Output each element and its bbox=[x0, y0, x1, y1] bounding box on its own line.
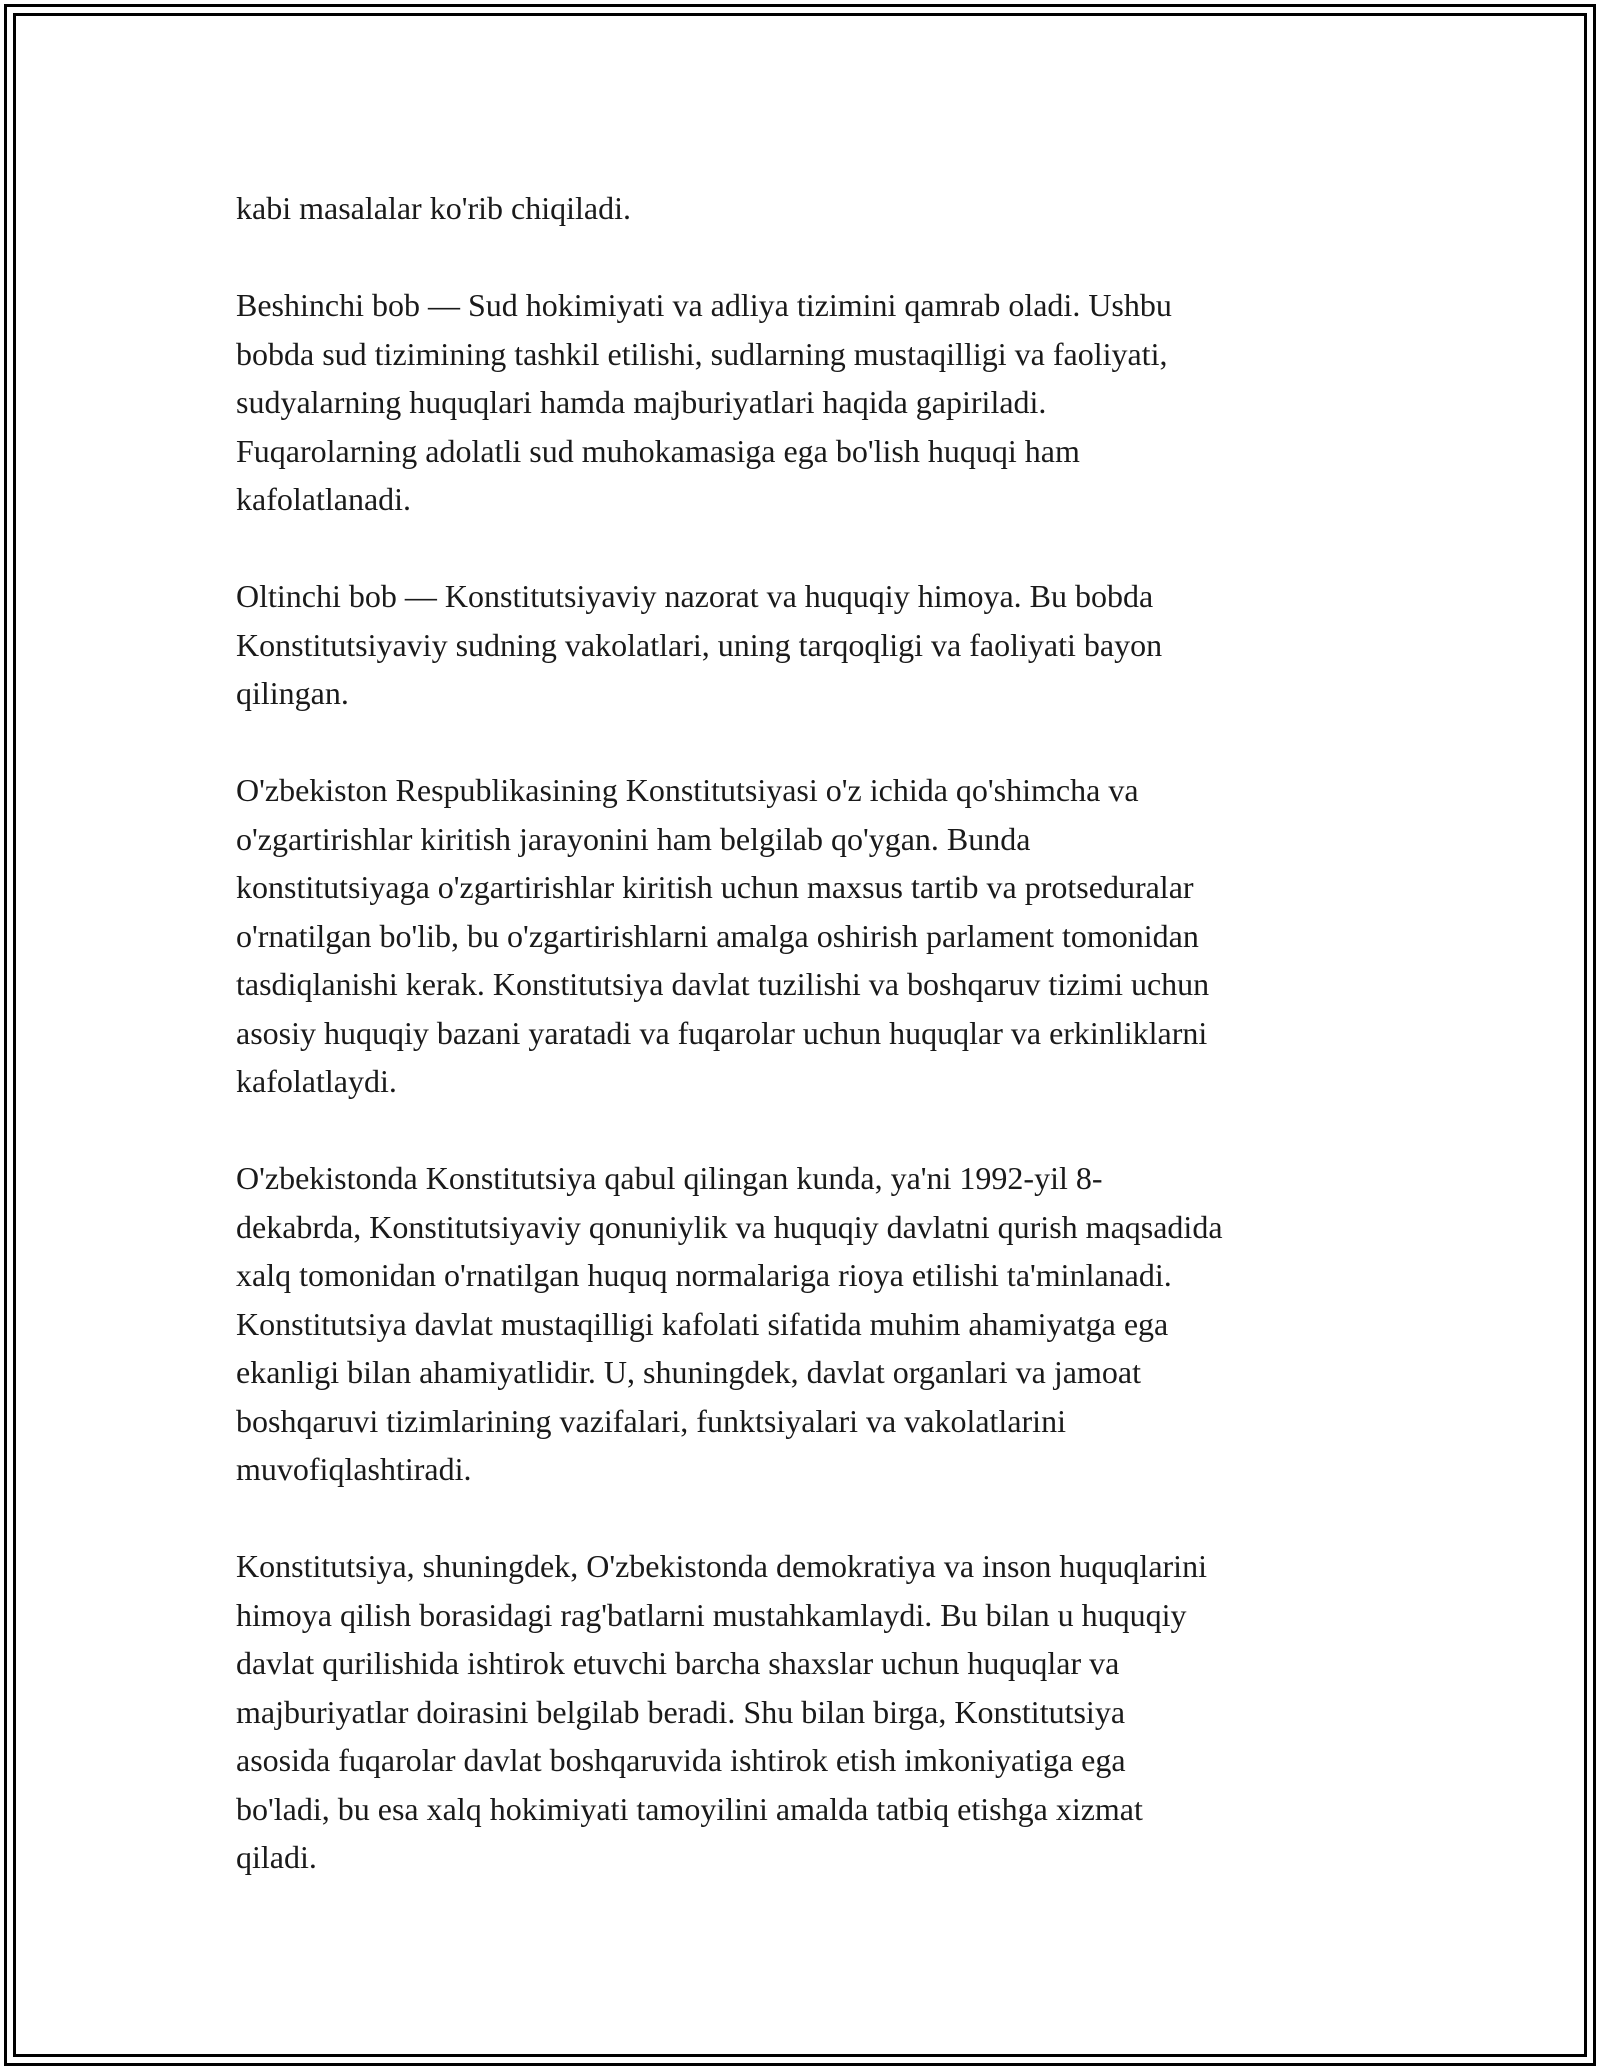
paragraph-amendments: O'zbekiston Respublikasining Konstitutsiyasi o'z ichida qo'shimcha va o'zgartirishlar kiritish jarayonini ham belgilab qo'ygan. Bunda konstitutsiyaga o'zgartirishlar kiritish uchun maxsus tartib va protseduralar o'rnatilgan bo'lib, bu o'zgartirishlarni amalga oshirish parlament tomonidan tasdiqlanishi kerak. Konstitutsiya davlat tuzilishi va boshqaruv tizimi uchun asosiy huquqiy bazani yaratadi va fuqarolar uchun huquqlar va erkinliklarni kafolatlaydi. bbox=[236, 772, 1210, 1099]
document-body bbox=[236, 184, 1376, 1930]
paragraph-chapter-four-ending: kabi masalalar ko'rib chiqiladi. bbox=[236, 190, 631, 226]
paragraph-adoption-1992: O'zbekistonda Konstitutsiya qabul qilingan kunda, ya'ni 1992-yil 8- dekabrda, Konstitutsiyaviy qonuniylik va huquqiy davlatni qurish maqsadida xalq tomonidan o'rnatilgan huquq normalariga rioya etilishi ta'minlanadi. Konstitutsiya davlat mustaqilligi kafolati sifatida muhim ahamiyatga ega ekanligi bilan ahamiyatlidir. U, shuningdek, davlat organlari va jamoat boshqaruvi tizimlarining vazifalari, funktsiyalari va vakolatlarini muvofiqlashtiradi. bbox=[236, 1160, 1223, 1487]
paragraph-democracy-rights: Konstitutsiya, shuningdek, O'zbekistonda demokratiya va inson huquqlarini himoya qilish borasidagi rag'batlarni mustahkamlaydi. Bu bilan u huquqiy davlat qurilishida ishtirok etuvchi barcha shaxslar uchun huquqlar va majburiyatlar doirasini belgilab beradi. Shu bilan birga, Konstitutsiya asosida fuqarolar davlat boshqaruvida ishtirok etish imkoniyatiga ega bo'ladi, bu esa xalq hokimiyati tamoyilini amalda tatbiq etishga xizmat qiladi. bbox=[236, 1548, 1207, 1875]
paragraph-chapter-five: Beshinchi bob — Sud hokimiyati va adliya tizimini qamrab oladi. Ushbu bobda sud tizimining tashkil etilishi, sudlarning mustaqilligi va faoliyati, sudyalarning huquqlari hamda majburiyatlari haqida gapiriladi. Fuqarolarning adolatli sud muhokamasiga ega bo'lish huquqi ham kafolatlanadi. bbox=[236, 287, 1172, 517]
paragraph-chapter-six: Oltinchi bob — Konstitutsiyaviy nazorat va huquqiy himoya. Bu bobda Konstitutsiyaviy sudning vakolatlari, uning tarqoqligi va faoliyati bayon qilingan. bbox=[236, 578, 1163, 711]
